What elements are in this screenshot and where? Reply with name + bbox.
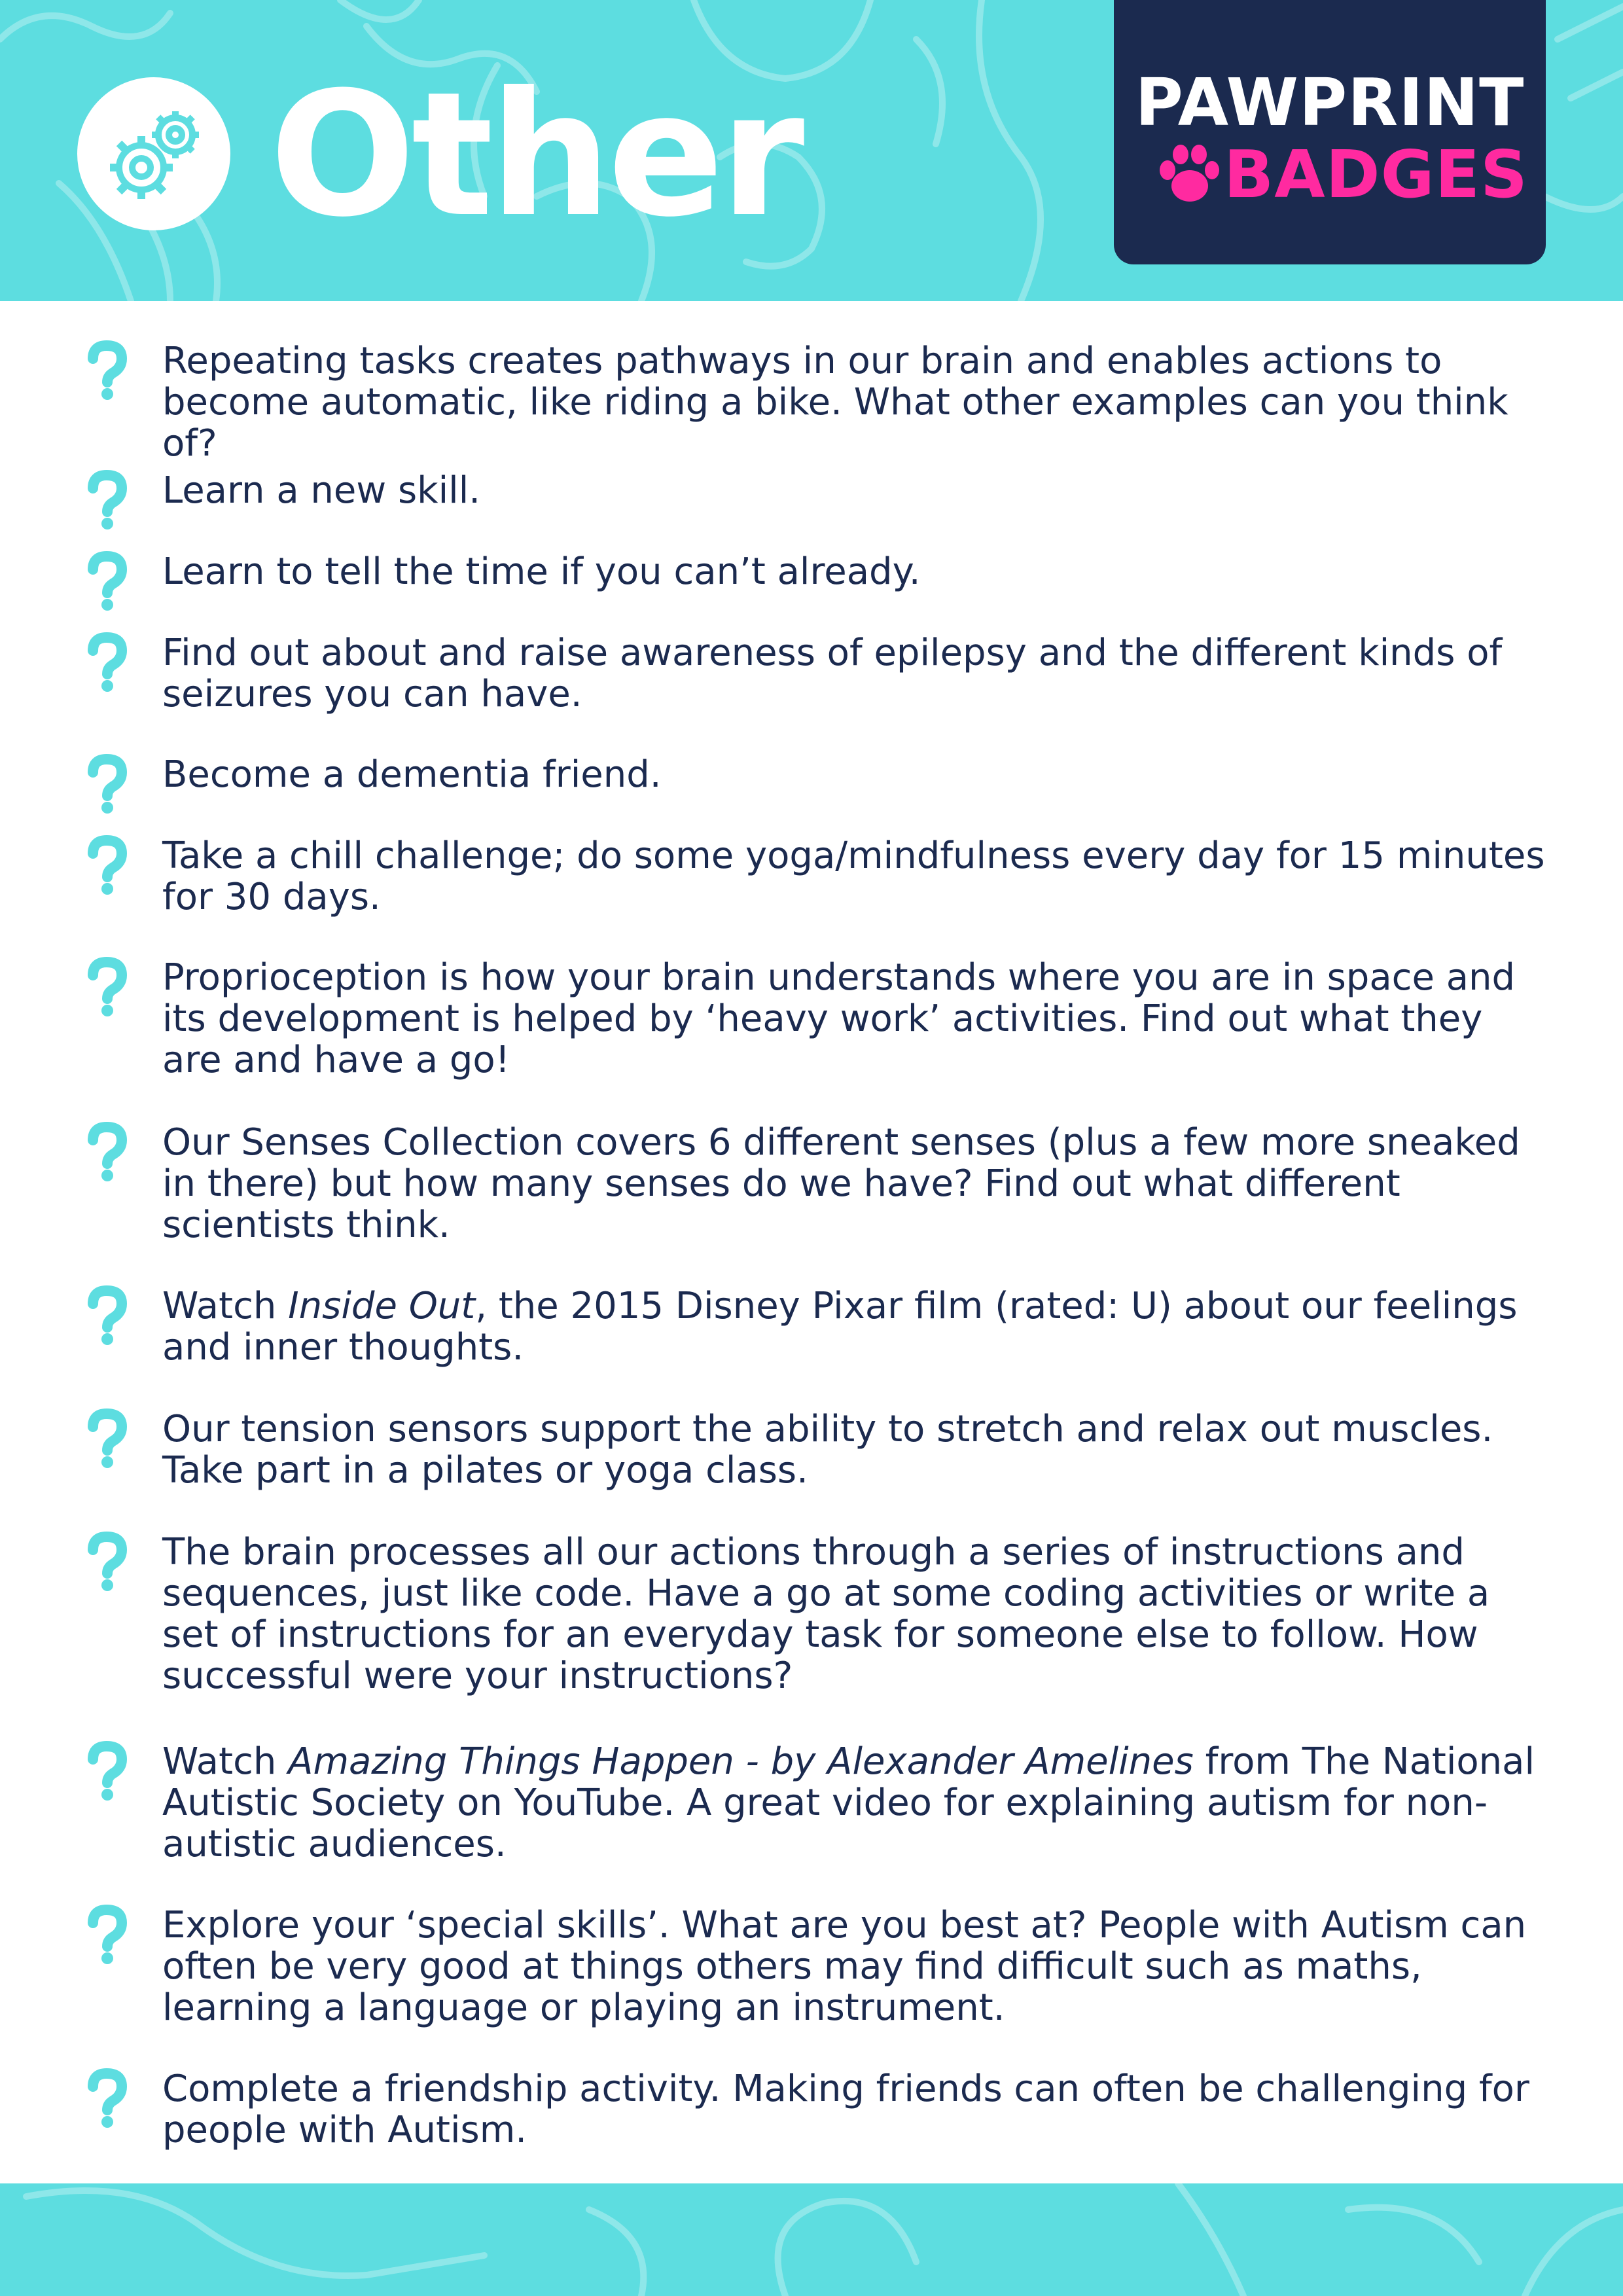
list-item-text <box>162 551 1550 592</box>
list-item-text <box>162 1285 1550 1368</box>
list-item-text <box>162 1741 1550 1865</box>
text-run: The brain processes all our actions through a series of instructions and sequences, just like code. Have a go at some coding activities or write a set of instructions for an everyday task for someone else to follow. How successful were your instructions? <box>162 1531 1490 1697</box>
question-mark-icon <box>84 1905 130 1965</box>
list-item-text <box>162 754 1550 795</box>
title-emphasis: Amazing Things Happen - by Alexander Amelines <box>288 1740 1194 1783</box>
question-mark-icon <box>84 1741 130 1801</box>
list-item-text <box>162 1905 1550 2028</box>
question-mark-icon <box>84 754 130 814</box>
gears-icon <box>77 77 230 230</box>
list-item-text <box>162 632 1550 715</box>
pawprint-badges-logo <box>1114 0 1546 264</box>
text-run: Find out about and raise awareness of epilepsy and the different kinds of seizures you can have. <box>162 632 1503 715</box>
text-run: Watch <box>162 1285 289 1327</box>
question-mark-icon <box>84 470 130 530</box>
text-run: Proprioception is how your brain understands where you are in space and its development is helped by ‘heavy work’ activities. Find out what they are and have a go! <box>162 956 1516 1081</box>
question-mark-icon <box>84 1122 130 1182</box>
list-item-text <box>162 1122 1550 1246</box>
question-mark-icon <box>84 957 130 1017</box>
question-mark-icon <box>84 1408 130 1469</box>
text-run: Our tension sensors support the ability to stretch and relax out muscles. Take part in a pilates or yoga class. <box>162 1408 1493 1492</box>
question-mark-icon <box>84 551 130 611</box>
footer-banner <box>0 2183 1623 2296</box>
text-run: from The National Autistic Society on YouTube. A great video for explaining autism for non-autistic audiences. <box>162 1740 1535 1865</box>
list-item-text <box>162 1408 1550 1491</box>
page-title: Other <box>270 55 801 255</box>
text-run: Learn to tell the time if you can’t already. <box>162 550 921 593</box>
text-run: Take a chill challenge; do some yoga/mindfulness every day for 15 minutes for 30 days. <box>162 834 1545 918</box>
text-run: Our Senses Collection covers 6 different senses (plus a few more sneaked in there) but how many senses do we have? Find out what different scientists think. <box>162 1121 1520 1246</box>
text-run: Repeating tasks creates pathways in our brain and enables actions to become automatic, like riding a bike. What other examples can you think of? <box>162 340 1508 465</box>
question-mark-icon <box>84 2068 130 2128</box>
title-emphasis: Inside Out <box>288 1285 476 1327</box>
logo-text-badges: BADGES <box>1224 136 1529 213</box>
list-item-text <box>162 835 1550 918</box>
background-doodles-footer <box>0 2183 1623 2296</box>
text-run: , the 2015 Disney Pixar film (rated: U) about our feelings and inner thoughts. <box>162 1285 1518 1369</box>
question-mark-icon <box>84 1285 130 1346</box>
text-run: Complete a friendship activity. Making friends can often be challenging for people with Autism. <box>162 2068 1529 2151</box>
list-item-text <box>162 957 1550 1081</box>
list-item-text <box>162 470 1550 511</box>
logo-text-pawprint: PAWPRINT <box>1135 64 1525 141</box>
text-run: Explore your ‘special skills’. What are you best at? People with Autism can often be very good at things others may find difficult such as maths, learning a language or playing an instrument. <box>162 1904 1527 2029</box>
header-banner <box>0 0 1623 301</box>
text-run: Watch <box>162 1740 289 1783</box>
text-run: Become a dementia friend. <box>162 753 662 796</box>
list-item-text <box>162 1532 1550 1696</box>
question-mark-icon <box>84 1532 130 1592</box>
text-run: Learn a new skill. <box>162 469 481 512</box>
paw-icon <box>1154 143 1220 208</box>
list-item-text <box>162 2068 1550 2151</box>
question-mark-icon <box>84 632 130 692</box>
list-item-text <box>162 340 1550 464</box>
question-mark-icon <box>84 835 130 895</box>
question-mark-icon <box>84 340 130 401</box>
